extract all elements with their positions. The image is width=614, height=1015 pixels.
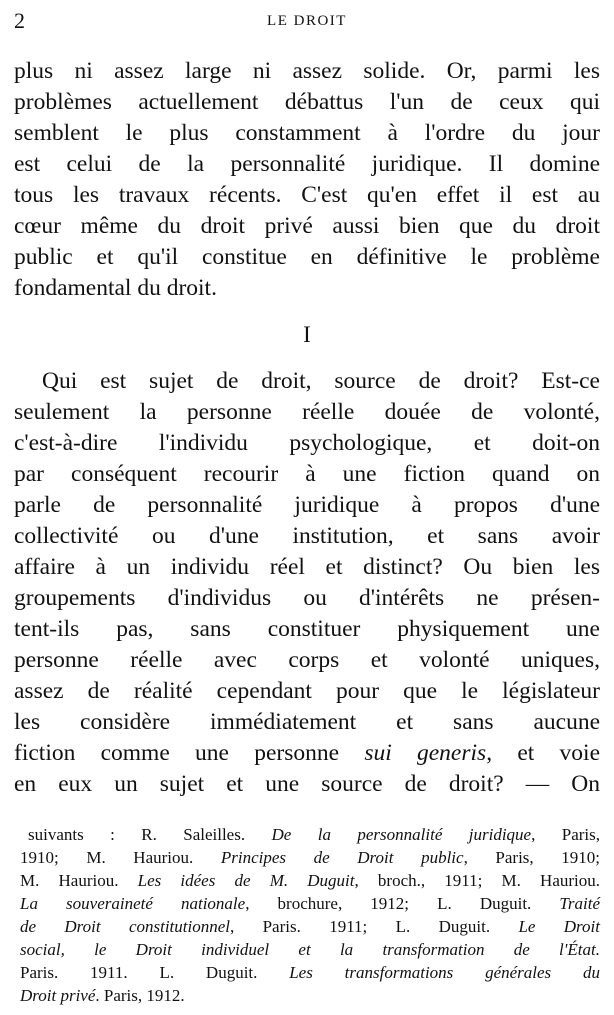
text-run: M. Hauriou. <box>20 871 138 890</box>
work-title: La souveraineté nationale <box>20 894 246 913</box>
work-title: Principes de Droit public <box>220 848 464 867</box>
text-line: les considère immédiatement et sans aucune <box>14 709 600 735</box>
text-line: public et qu'il constitue en définitive le problème <box>14 244 600 270</box>
text-line: tous les travaux récents. C'est qu'en effet il est au <box>14 182 600 208</box>
work-title: social, le Droit individuel et la transformation de l'État. <box>20 940 600 959</box>
work-title: Les idées de M. Duguit <box>137 871 355 890</box>
text-line: affaire à un individu réel et distinct? Ou bien les <box>14 554 600 580</box>
text-line: parle de personnalité juridique à propos d'une <box>14 492 600 518</box>
text-run: suivants : R. Saleilles. <box>28 825 272 844</box>
text-run: 1910; M. Hauriou. <box>20 848 221 867</box>
text-run: , Paris, <box>531 825 601 844</box>
text-run: . Paris, 1912. <box>95 986 185 1005</box>
text-run: , brochure, 1912; L. Duguit. <box>245 894 560 913</box>
text-run: , et voie <box>486 740 600 766</box>
footnote-line <box>20 870 600 892</box>
work-title: De la personnalité juridique <box>271 825 532 844</box>
text-line: plus ni assez large ni assez solide. Or, parmi les <box>14 58 600 84</box>
text-line: seulement la personne réelle douée de volonté, <box>14 399 600 425</box>
footnote-line <box>28 824 600 846</box>
section-heading: I <box>303 322 311 347</box>
text-line: groupements d'individus ou d'intérêts ne présen- <box>14 585 600 611</box>
text-line: tent-ils pas, sans constituer physiquement une <box>14 616 600 642</box>
text-run: , Paris, 1910; <box>463 848 600 867</box>
footnote-line <box>20 893 600 915</box>
work-title: Traité <box>559 894 600 913</box>
text-line: Qui est sujet de droit, source de droit? Est-ce <box>42 368 600 394</box>
page-header <box>14 6 600 36</box>
text-line: fondamental du droit. <box>14 275 217 301</box>
footnote-line <box>20 916 600 938</box>
text-line: assez de réalité cependant pour que le législateur <box>14 678 600 704</box>
footnote-line <box>20 962 600 984</box>
text-run: , Paris. 1911; L. Duguit. <box>230 917 519 936</box>
text-line: c'est-à-dire l'individu psychologique, et doit-on <box>14 430 600 456</box>
text-line: cœur même du droit privé aussi bien que du droit <box>14 213 600 239</box>
text-line-with-italic <box>14 738 600 768</box>
text-run: Paris. 1911. L. Duguit. <box>20 963 290 982</box>
text-line: en eux un sujet et une source de droit? — On <box>14 771 600 797</box>
work-title: Le Droit <box>518 917 600 936</box>
text-line: par conséquent recourir à une fiction quand on <box>14 461 600 487</box>
text-line: problèmes actuellement débattus l'un de ceux qui <box>14 89 600 115</box>
work-title: Les transformations générales du <box>289 963 600 982</box>
footnote-line <box>20 939 600 961</box>
text-line: personne réelle avec corps et volonté uniques, <box>14 647 600 673</box>
text-run: , broch., 1911; M. Hauriou. <box>354 871 600 890</box>
footnote-line <box>20 985 600 1007</box>
text-line: est celui de la personnalité juridique. Il domine <box>14 151 600 177</box>
work-title: de Droit constitutionnel <box>20 917 230 936</box>
page-number: 2 <box>14 8 25 33</box>
text-run: fiction comme une personne <box>14 740 365 766</box>
footnote-line <box>20 847 600 869</box>
work-title: Droit privé <box>20 986 96 1005</box>
text-line: collectivité ou d'une institution, et sans avoir <box>14 523 600 549</box>
italic-term: sui generis <box>364 740 487 766</box>
running-head: LE DROIT <box>267 13 347 29</box>
text-line: semblent le plus constamment à l'ordre du jour <box>14 120 600 146</box>
